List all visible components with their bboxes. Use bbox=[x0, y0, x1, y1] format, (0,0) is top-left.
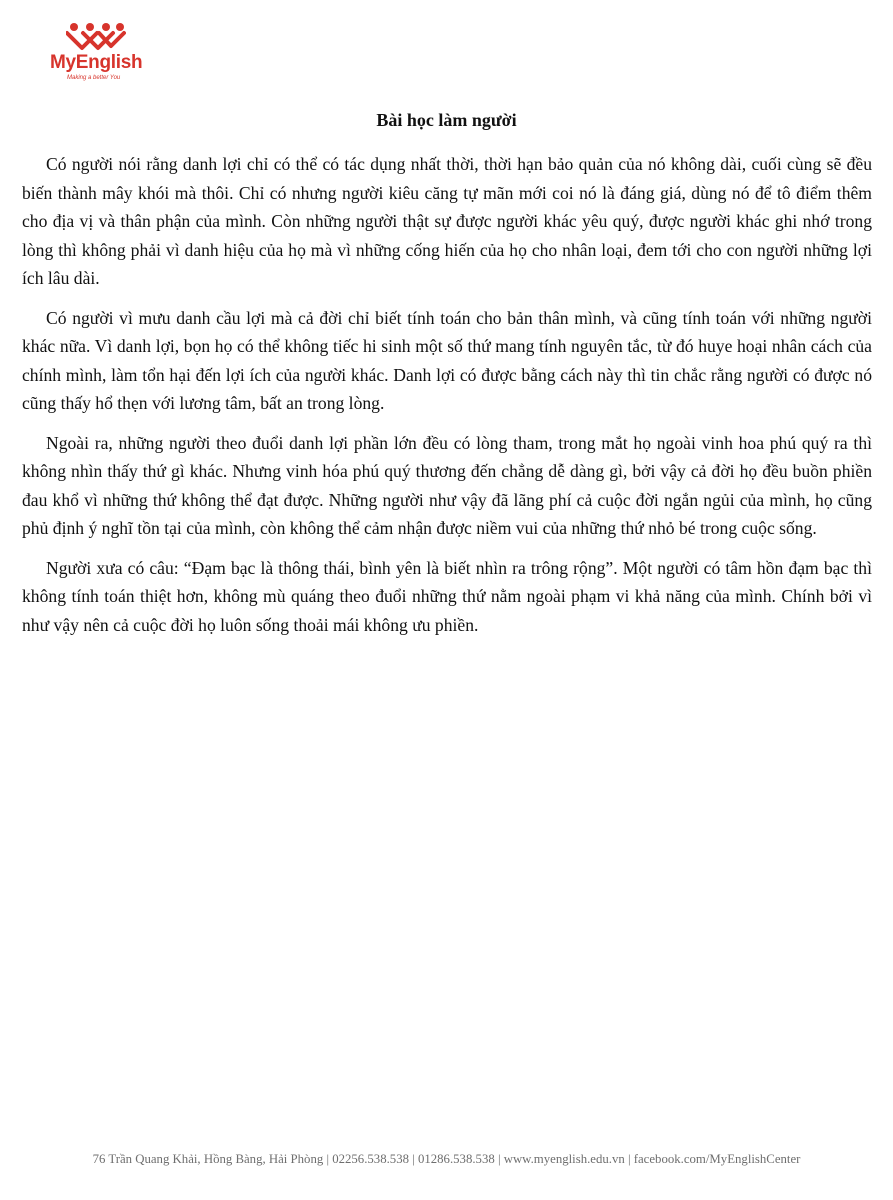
footer-contact: 76 Trần Quang Khải, Hồng Bàng, Hải Phòng | 02256.538.538 | 01286.538.538 | www.myenglish.edu.vn | facebook.com/MyEnglishCenter bbox=[92, 1152, 801, 1166]
paragraph: Có người nói rằng danh lợi chỉ có thể có tác dụng nhất thời, thời hạn bảo quản của nó không dài, cuối cùng sẽ đều biến thành mây khói mà thôi. Chỉ có nhưng người kiêu căng tự mãn mới coi nó là đáng giá, dùng nó để tô điểm thêm cho địa vị và thân phận của mình. Còn những người thật sự được người khác yêu quý, được người khác ghi nhớ trong lòng thì không phải vì danh hiệu của họ mà vì những cống hiến của họ cho nhân loại, đem tới cho con người những lợi ích lâu dài. bbox=[22, 154, 872, 288]
paragraph: Ngoài ra, những người theo đuổi danh lợi phần lớn đều có lòng tham, trong mắt họ ngoài vinh hoa phú quý ra thì không nhìn thấy thứ gì khác. Nhưng vinh hóa phú quý thương đến chẳng dễ dàng gì, bởi vậy cả đời họ đều buồn phiền đau khổ vì những thứ không thể đạt được. Những người như vậy đã lãng phí cả cuộc đời ngắn ngủi của mình, họ cũng phủ định ý nghĩ tồn tại của mình, còn không thể cảm nhận được niềm vui của những thứ nhỏ bé trong cuộc sống. bbox=[22, 432, 872, 538]
brand-tagline: Making a better You bbox=[67, 75, 121, 81]
people-logo-icon bbox=[66, 22, 126, 52]
document-title: Bài học làm người bbox=[376, 110, 517, 130]
document-body bbox=[22, 150, 872, 650]
myenglish-logo bbox=[50, 22, 150, 86]
brand-name: MyEnglish bbox=[50, 52, 143, 73]
paragraph: Có người vì mưu danh cầu lợi mà cả đời chỉ biết tính toán cho bản thân mình, và cũng tính toán với những người khác nữa. Vì danh lợi, bọn họ có thể không tiếc hi sinh một số thứ mang tính nguyên tắc, từ đó huye hoại nhân cách của chính mình, làm tổn hại đến lợi ích của người khác. Danh lợi có được bằng cách này thì tin chắc rằng người có được nó cũng thấy hổ thẹn với lương tâm, bất an trong lòng. bbox=[22, 307, 872, 413]
paragraph: Người xưa có câu: “Đạm bạc là thông thái, bình yên là biết nhìn ra trông rộng”. Một người có tâm hồn đạm bạc thì không tính toán thiệt hơn, không mù quáng theo đuổi những thứ nằm ngoài phạm vi khả năng của mình. Chính bởi vì như vậy nên cả cuộc đời họ luôn sống thoải mái không ưu phiền. bbox=[22, 557, 872, 635]
